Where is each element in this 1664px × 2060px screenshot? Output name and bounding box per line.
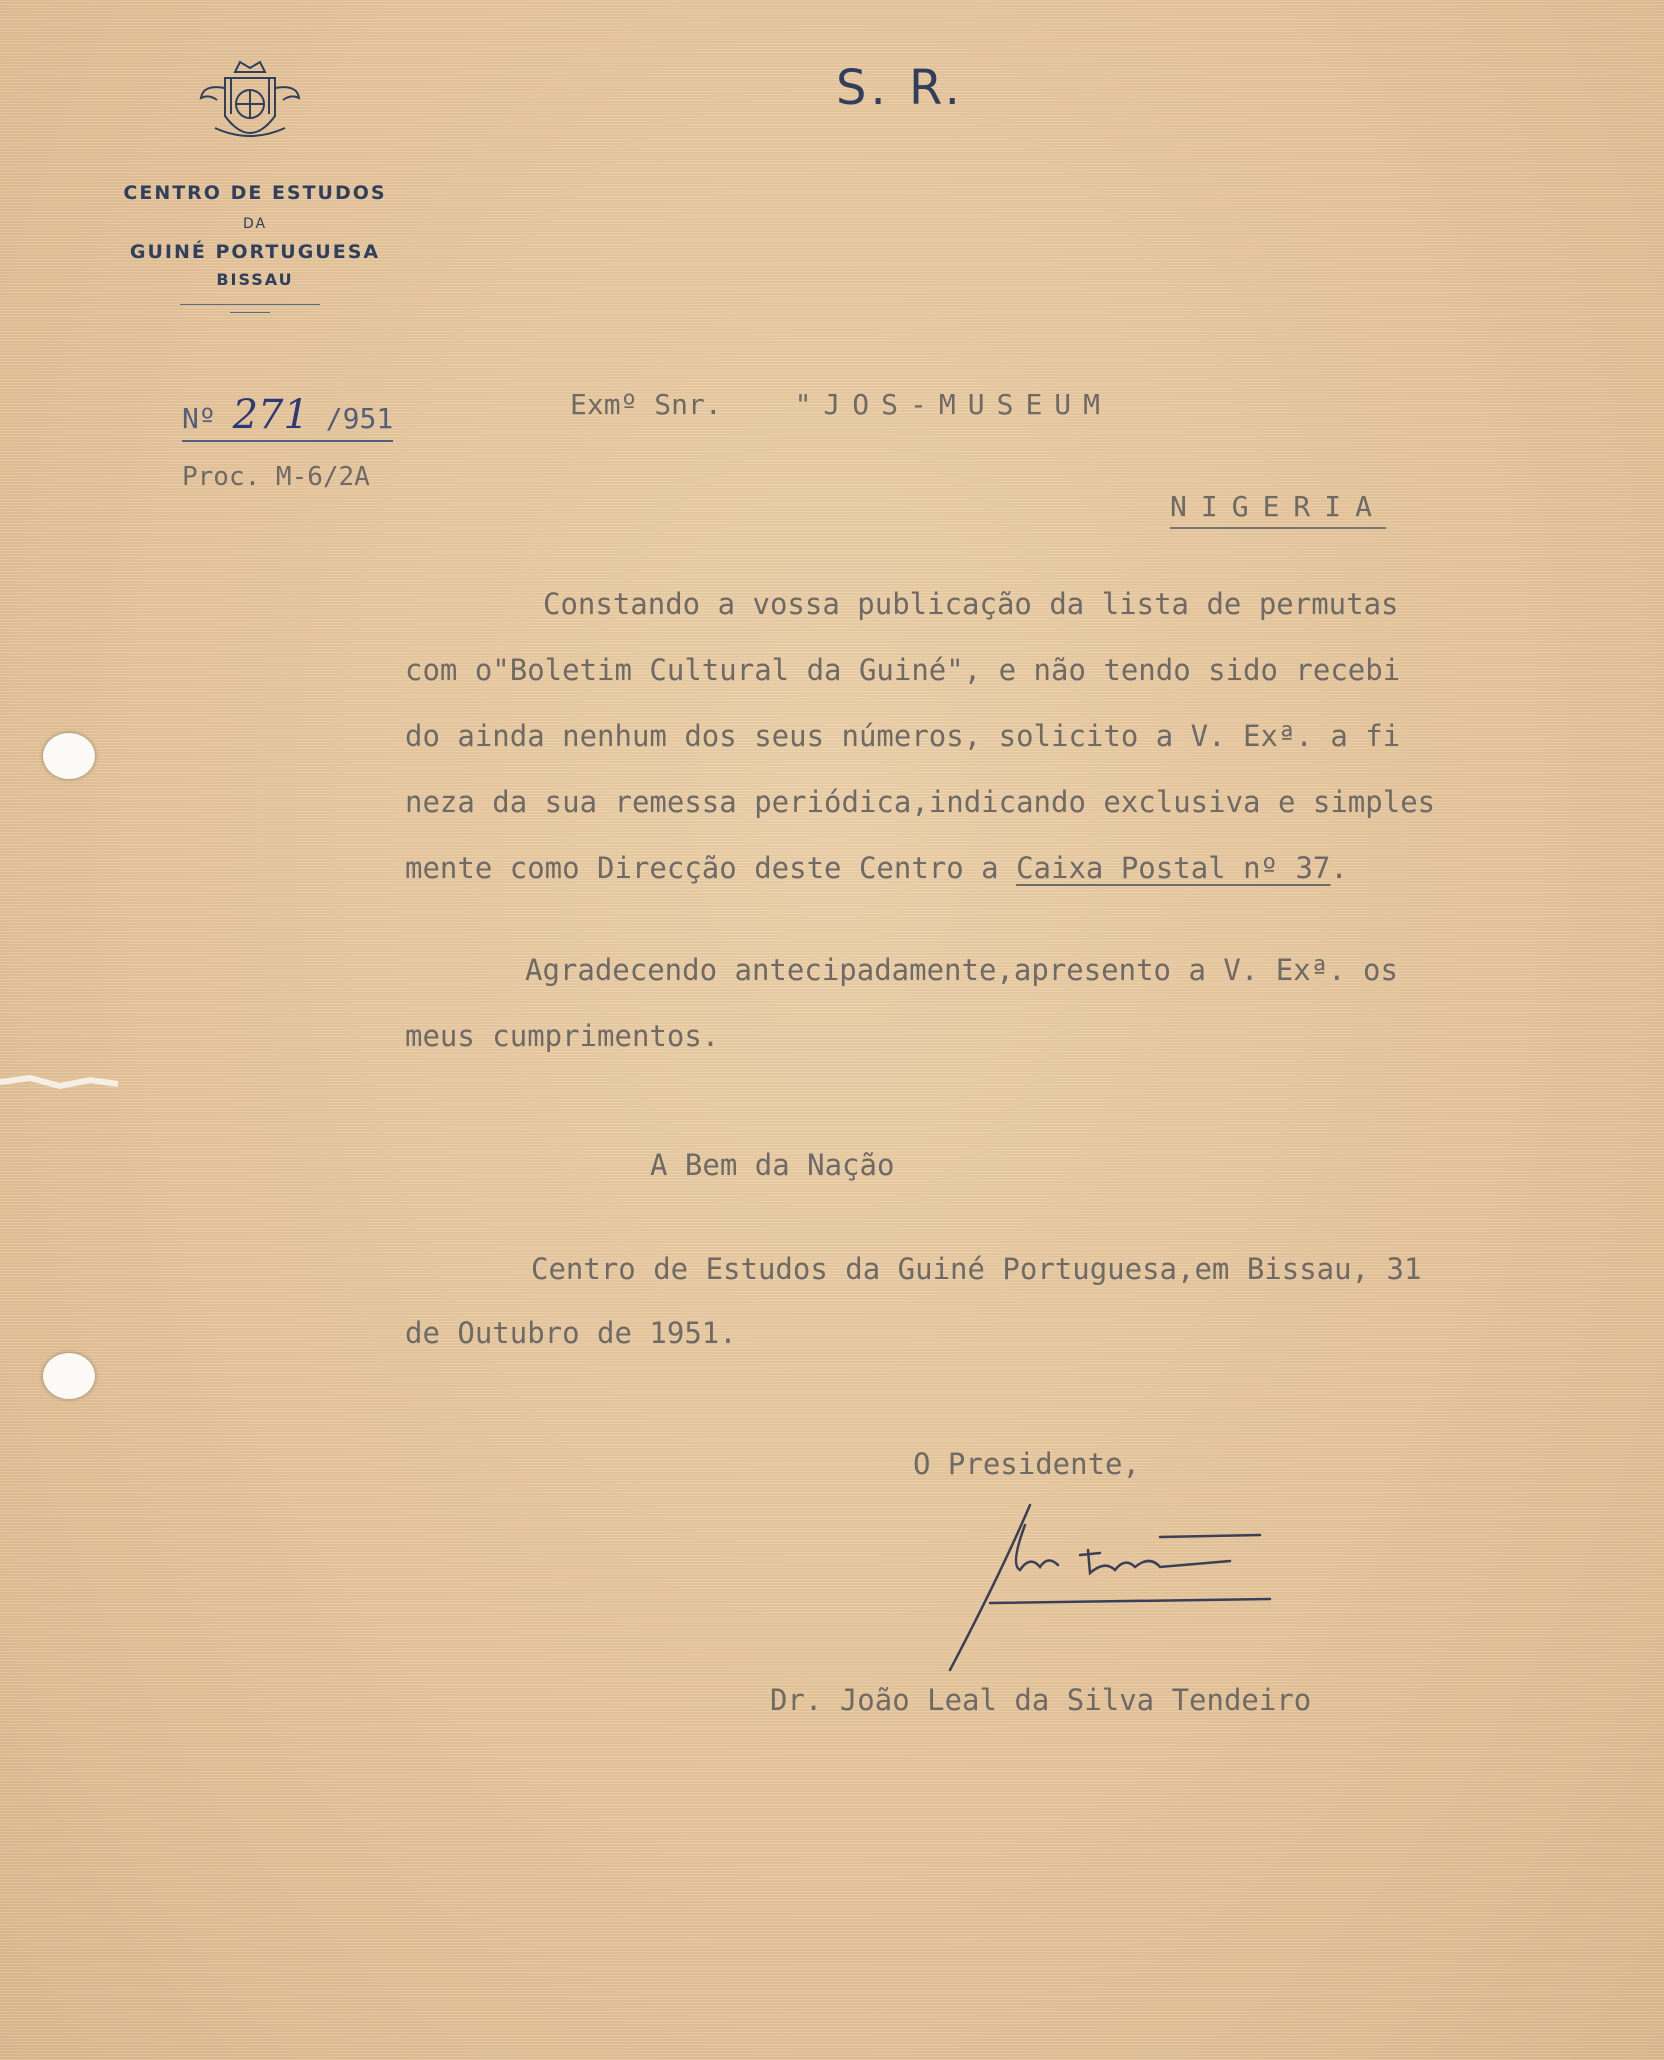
recipient-name: "JOS-MUSEUM: [794, 388, 1113, 421]
handwritten-signature-icon: [930, 1495, 1300, 1675]
header-mark: S. R.: [836, 60, 964, 116]
body-line: Constando a vossa publicação da lista de permutas: [543, 587, 1399, 621]
body-line: neza da sua remessa periódica,indicando exclusiva e simples: [405, 785, 1436, 819]
reference-year: /951: [325, 402, 394, 435]
recipient-line: [570, 388, 1112, 421]
recipient-country: NIGERIA: [1170, 490, 1386, 529]
organization-name-connector: DA: [242, 216, 268, 232]
body-line: Agradecendo antecipadamente,apresento a V. Exª. os: [525, 953, 1398, 987]
organization-city: BISSAU: [216, 270, 294, 289]
dateline-line: de Outubro de 1951.: [405, 1316, 737, 1350]
recipient-salutation: Exmº Snr.: [570, 388, 722, 421]
dateline: [405, 1237, 1421, 1365]
reference-number: [182, 392, 393, 442]
letterhead-divider: [230, 312, 270, 313]
signatory-title: O Presidente,: [913, 1447, 1140, 1481]
organization-name-region: GUINÉ PORTUGUESA: [129, 241, 381, 263]
body-line-final: [405, 835, 1605, 901]
letterhead-divider: [180, 304, 320, 305]
body-paragraph: [405, 571, 1605, 901]
punch-hole: [43, 1353, 95, 1399]
process-reference: Proc. M-6/2A: [182, 462, 370, 492]
body-paragraph: [405, 937, 1605, 1069]
punch-hole: [43, 733, 95, 779]
signatory-name: Dr. João Leal da Silva Tendeiro: [770, 1683, 1312, 1717]
body-line: com o"Boletim Cultural da Guiné", e não tendo sido recebi: [405, 653, 1401, 687]
paper-tear-icon: [0, 1070, 120, 1100]
handwritten-reference-number: 271: [232, 392, 309, 438]
organization-name: CENTRO DE ESTUDOS: [123, 182, 387, 204]
reference-prefix: Nº: [182, 402, 216, 435]
body-line: mente como Direcção deste Centro a: [405, 851, 1017, 885]
dateline-line: Centro de Estudos da Guiné Portuguesa,em Bissau, 31: [531, 1252, 1422, 1286]
body-line-end: .: [1330, 851, 1348, 885]
body-line: meus cumprimentos.: [405, 1019, 720, 1053]
postal-box: Caixa Postal nº 37: [1016, 851, 1331, 885]
body-line: do ainda nenhum dos seus números, solicito a V. Exª. a fi: [405, 719, 1401, 753]
closing-formula: A Bem da Nação: [650, 1148, 895, 1182]
coat-of-arms-icon: [195, 58, 305, 158]
